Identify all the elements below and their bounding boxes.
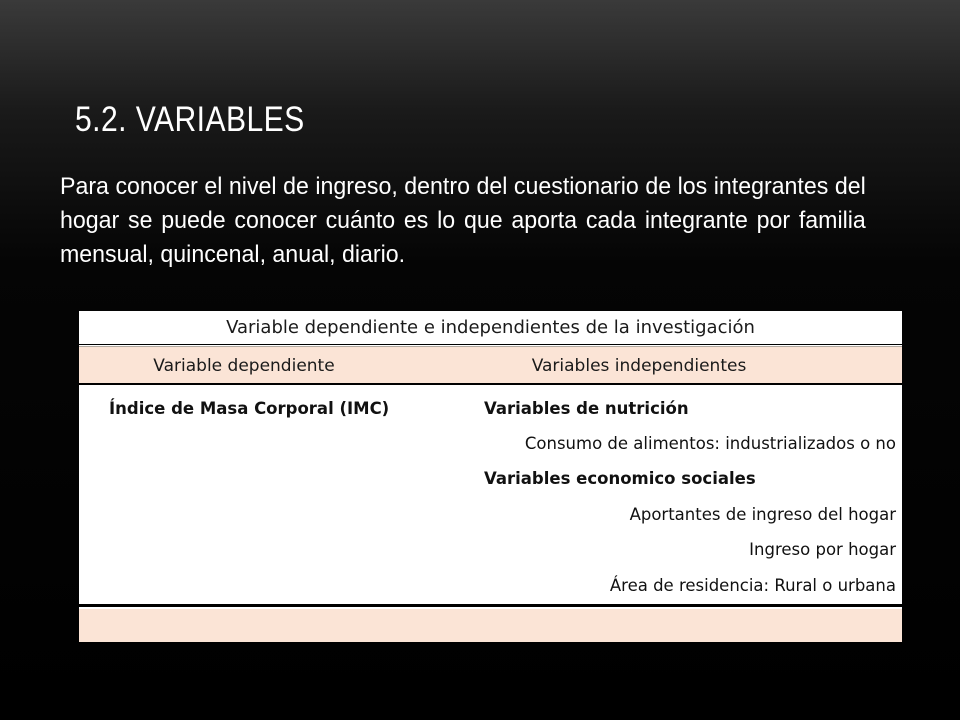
slide-title: 5.2. VARIABLES bbox=[75, 100, 305, 139]
dependent-variable-cell: Índice de Masa Corporal (IMC) bbox=[109, 399, 390, 418]
independent-item: Ingreso por hogar bbox=[749, 540, 896, 559]
table-header-row bbox=[79, 346, 902, 383]
table-title: Variable dependiente e independientes de la investigación bbox=[226, 317, 755, 338]
table-divider bbox=[79, 604, 902, 607]
table-footer-row bbox=[79, 609, 902, 642]
independent-item: Aportantes de ingreso del hogar bbox=[629, 505, 896, 524]
table-divider bbox=[79, 642, 902, 644]
table-divider bbox=[79, 344, 902, 345]
table-divider bbox=[79, 383, 902, 385]
variables-table bbox=[79, 311, 902, 644]
independent-item: Área de residencia: Rural o urbana bbox=[609, 576, 896, 595]
independent-group-socioeconomic: Variables economico sociales bbox=[484, 469, 756, 488]
header-independent: Variables independientes bbox=[531, 356, 747, 376]
body-paragraph: Para conocer el nivel de ingreso, dentro del cuestionario de los integrantes del hogar se puede conocer cuánto es lo que aporta cada integrante por familia mensual, quincenal, anual, diario. bbox=[60, 173, 866, 268]
independent-item: Consumo de alimentos: industrializados o no bbox=[524, 434, 896, 453]
header-dependent: Variable dependiente bbox=[153, 356, 335, 376]
independent-group-nutrition: Variables de nutrición bbox=[484, 399, 689, 418]
